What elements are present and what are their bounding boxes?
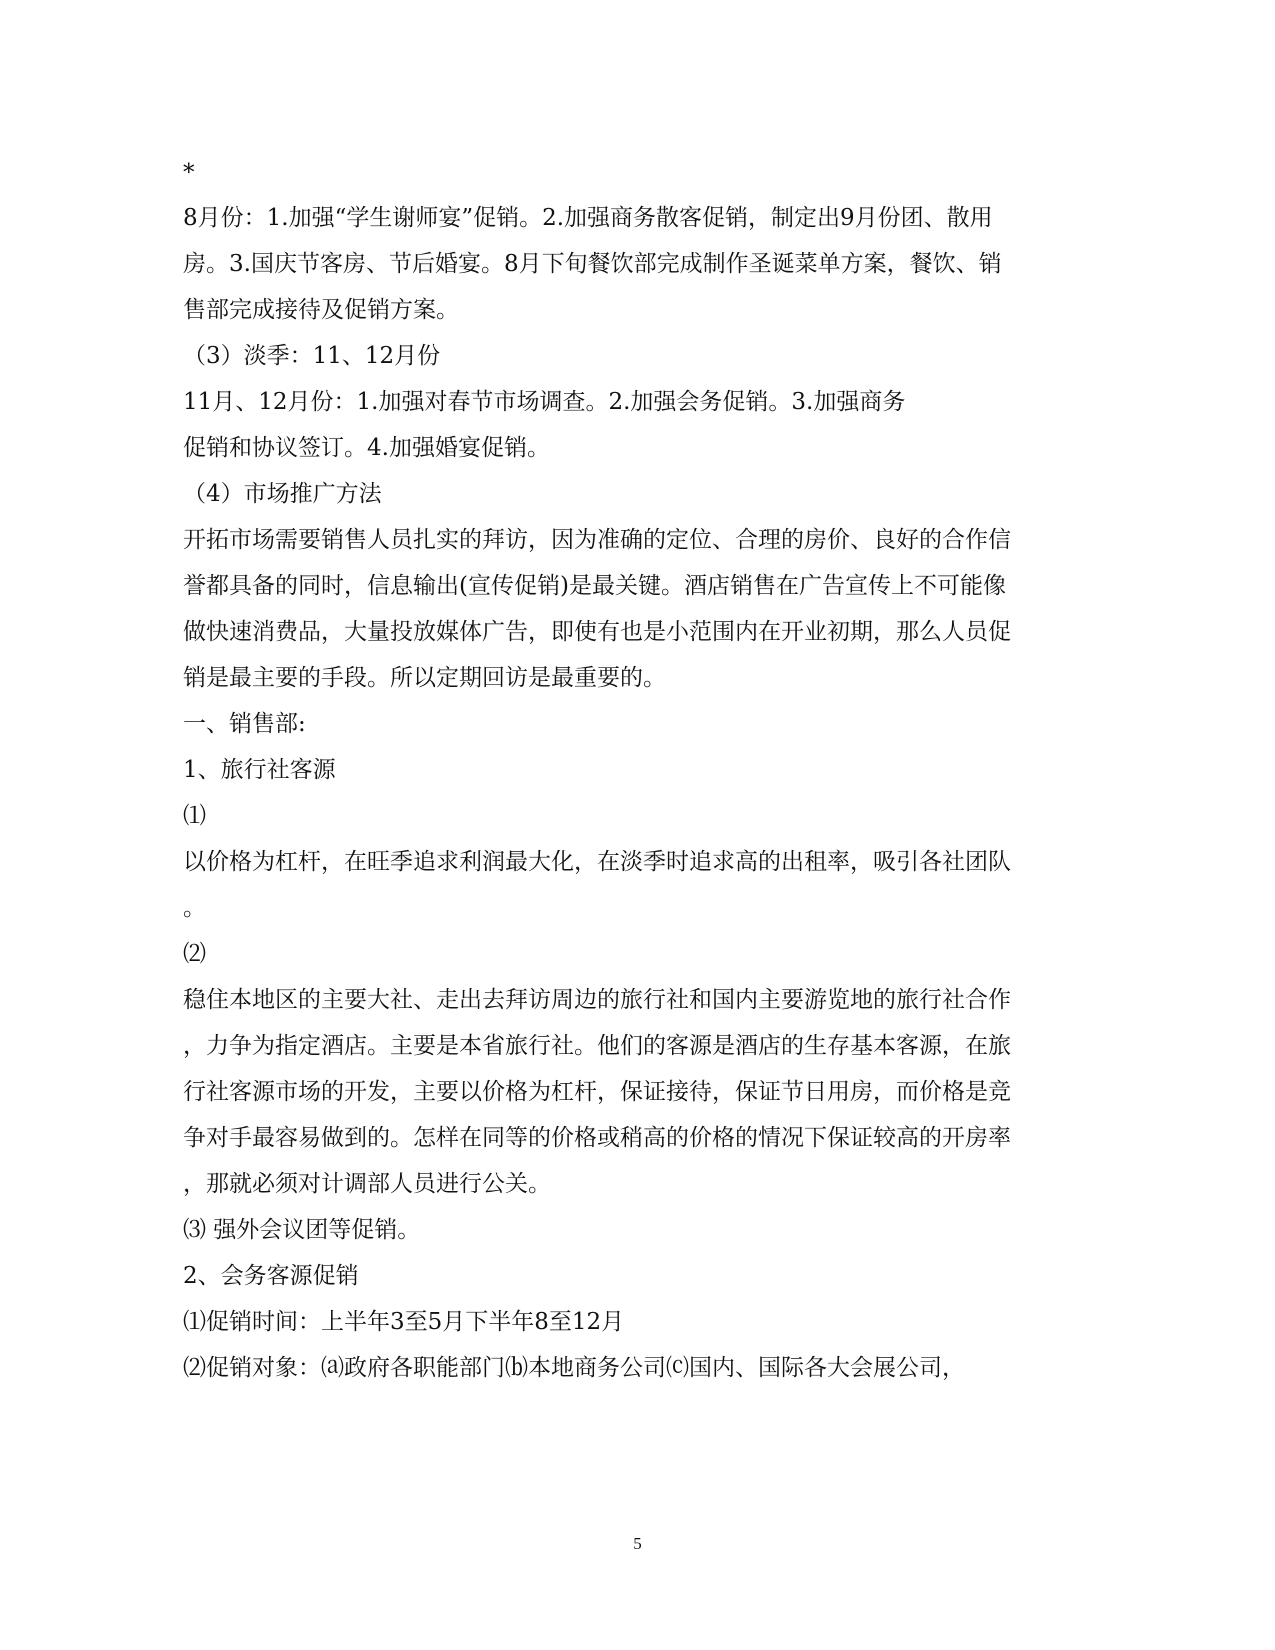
text-line: * [183,160,195,186]
text-line: 誉都具备的同时，信息输出(宣传促销)是最关键。酒店销售在广告宣传上不可能像 [183,573,1006,599]
text-line: （4）市场推广方法 [183,481,382,507]
text-line: ⑴促销时间：上半年3至5月下半年8至12月 [183,1309,625,1335]
text-line: ⑵ [183,941,206,967]
text-line: 促销和协议签订。4.加强婚宴促销。 [183,435,550,461]
text-line: ，那就必须对计调部人员进行公关。 [183,1171,551,1197]
text-line: 售部完成接待及促销方案。 [183,297,459,323]
text-line: ，力争为指定酒店。主要是本省旅行社。他们的客源是酒店的生存基本客源，在旅 [183,1033,1011,1059]
text-line: 8月份：1.加强“学生谢师宴”促销。2.加强商务散客促销，制定出9月份团、散用 [183,205,993,231]
text-line: 。 [183,895,206,921]
text-line: 行社客源市场的开发，主要以价格为杠杆，保证接待，保证节日用房，而价格是竞 [183,1079,1011,1105]
text-line: ⑵促销对象：⒜政府各职能部门⒝本地商务公司⒞国内、国际各大会展公司， [183,1355,965,1381]
text-line: （3）淡季：11、12月份 [183,343,441,369]
text-line: 开拓市场需要销售人员扎实的拜访，因为准确的定位、合理的房价、良好的合作信 [183,527,1011,553]
text-line: ⑴ [183,803,206,829]
text-line: 一、销售部: [183,711,306,737]
text-line: 争对手最容易做到的。怎样在同等的价格或稍高的价格的情况下保证较高的开房率 [183,1125,1011,1151]
text-line: 11月、12月份：1.加强对春节市场调查。2.加强会务促销。3.加强商务 [183,389,906,415]
text-line: 稳住本地区的主要大社、走出去拜访周边的旅行社和国内主要游览地的旅行社合作 [183,987,1011,1013]
text-line: 1、旅行社客源 [183,757,336,783]
page-number: 5 [633,1534,642,1553]
text-line: 2、会务客源促销 [183,1263,359,1289]
text-line: 以价格为杠杆，在旺季追求利润最大化，在淡季时追求高的出租率，吸引各社团队 [183,849,1011,875]
text-line: 做快速消费品，大量投放媒体广告，即使有也是小范围内在开业初期，那么人员促 [183,619,1011,645]
text-line: ⑶ 强外会议团等促销。 [183,1217,421,1243]
text-line: 房。3.国庆节客房、节后婚宴。8月下旬餐饮部完成制作圣诞菜单方案，餐饮、销 [183,251,1002,277]
text-line: 销是最主要的手段。所以定期回访是最重要的。 [183,665,666,691]
